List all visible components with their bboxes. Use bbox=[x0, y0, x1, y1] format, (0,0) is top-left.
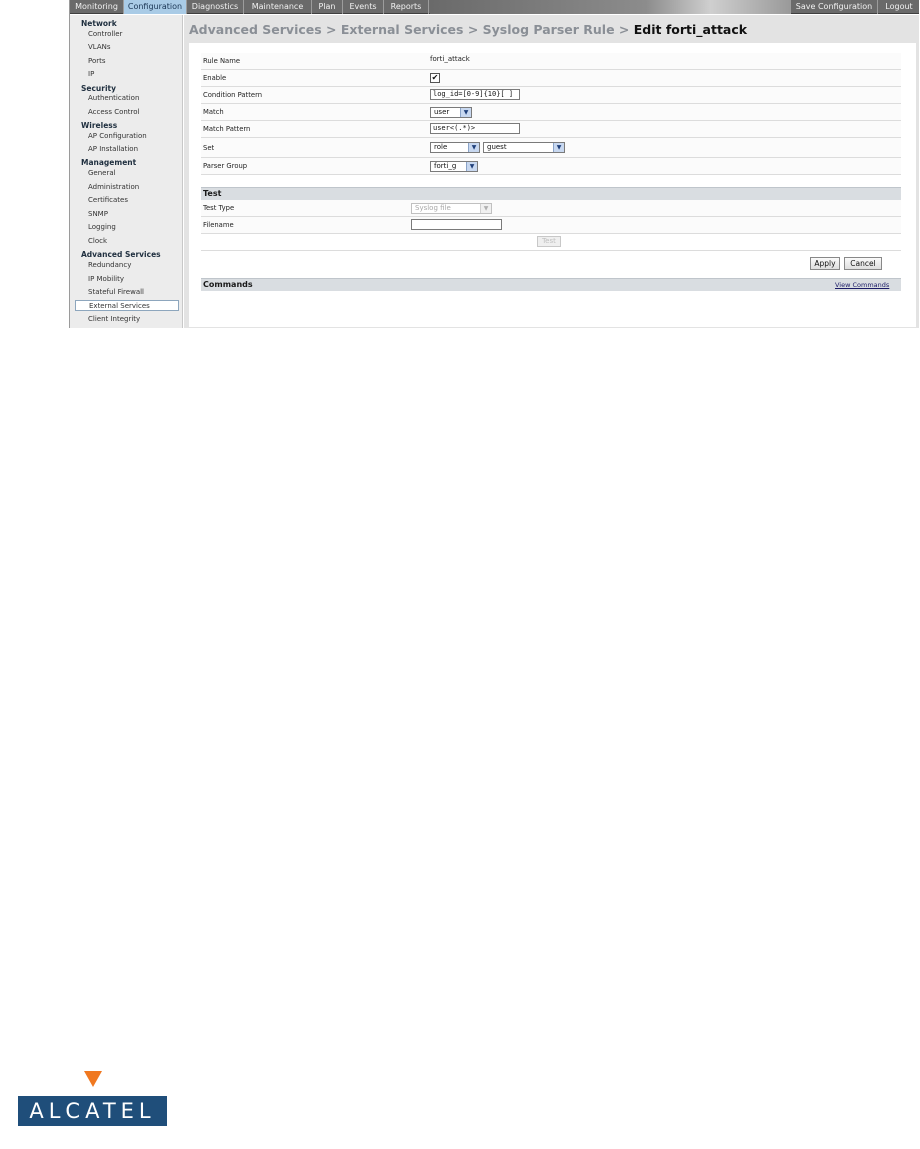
header-banner bbox=[430, 0, 790, 14]
tab-monitoring[interactable]: Monitoring bbox=[70, 0, 124, 14]
filename-label: Filename bbox=[203, 221, 234, 229]
enable-label: Enable bbox=[203, 74, 227, 82]
sidebar-item-ap-installation[interactable]: AP Installation bbox=[88, 145, 139, 153]
tab-maintenance[interactable]: Maintenance bbox=[244, 0, 312, 14]
set-role-value: guest bbox=[487, 143, 507, 151]
row-match bbox=[201, 104, 901, 121]
row-condition-pattern bbox=[201, 87, 901, 104]
main-content bbox=[184, 15, 919, 328]
sidebar-heading-management: Management bbox=[81, 158, 137, 167]
sidebar-item-authentication[interactable]: Authentication bbox=[88, 94, 140, 102]
page-title: Edit forti_attack bbox=[633, 22, 748, 37]
sidebar-item-ip-mobility[interactable]: IP Mobility bbox=[88, 275, 124, 283]
view-commands-link[interactable]: View Commands bbox=[835, 281, 890, 289]
row-set bbox=[201, 138, 901, 158]
rule-name-label: Rule Name bbox=[203, 57, 241, 65]
sidebar-item-external-services[interactable]: External Services bbox=[75, 300, 179, 311]
apply-button[interactable]: Apply bbox=[810, 257, 840, 270]
row-test-button bbox=[201, 234, 901, 251]
sidebar-item-access-control[interactable]: Access Control bbox=[88, 108, 140, 116]
chevron-down-icon: ▼ bbox=[480, 204, 491, 213]
row-rule-name bbox=[201, 53, 901, 70]
sidebar-heading-wireless: Wireless bbox=[81, 121, 118, 130]
alcatel-logo bbox=[17, 1071, 167, 1127]
sidebar-item-client-integrity[interactable]: Client Integrity bbox=[88, 315, 141, 323]
sidebar-item-controller[interactable]: Controller bbox=[88, 30, 123, 38]
logo-triangle-icon bbox=[84, 1071, 102, 1087]
commands-heading: Commands bbox=[203, 280, 253, 289]
parser-group-value: forti_g bbox=[434, 162, 457, 170]
sidebar-item-stateful-firewall[interactable]: Stateful Firewall bbox=[88, 288, 144, 296]
save-configuration-button[interactable]: Save Configuration bbox=[790, 0, 878, 14]
commands-section-header bbox=[201, 278, 901, 291]
tab-plan[interactable]: Plan bbox=[312, 0, 343, 14]
tab-configuration[interactable]: Configuration bbox=[124, 0, 187, 14]
enable-checkbox[interactable]: ✔ bbox=[431, 73, 439, 82]
filename-input[interactable] bbox=[411, 219, 502, 230]
condition-pattern-input[interactable]: log_id=[0-9]{10}[ ] bbox=[430, 89, 520, 100]
set-role-select[interactable] bbox=[483, 142, 565, 153]
sidebar bbox=[70, 15, 183, 328]
test-type-label: Test Type bbox=[203, 204, 235, 212]
sidebar-item-ip[interactable]: IP bbox=[88, 70, 95, 78]
sidebar-item-ports[interactable]: Ports bbox=[88, 57, 106, 65]
tab-diagnostics[interactable]: Diagnostics bbox=[187, 0, 244, 14]
app-window bbox=[69, 0, 919, 328]
cancel-button[interactable]: Cancel bbox=[844, 257, 882, 270]
rule-form-panel bbox=[189, 43, 916, 327]
row-enable bbox=[201, 70, 901, 87]
match-select-value: user bbox=[434, 108, 450, 116]
logout-button[interactable]: Logout bbox=[885, 2, 913, 11]
breadcrumb-path: Advanced Services > External Services > Syslog Parser Rule > bbox=[189, 22, 634, 37]
set-label: Set bbox=[203, 144, 215, 152]
chevron-down-icon: ▼ bbox=[468, 143, 479, 152]
match-select[interactable] bbox=[430, 107, 472, 118]
rule-name-value: forti_attack bbox=[430, 55, 470, 63]
sidebar-heading-network: Network bbox=[81, 19, 117, 28]
sidebar-item-general[interactable]: General bbox=[88, 169, 116, 177]
test-section-header: Test bbox=[201, 187, 901, 200]
sidebar-item-certificates[interactable]: Certificates bbox=[88, 196, 129, 204]
sidebar-item-ap-configuration[interactable]: AP Configuration bbox=[88, 132, 147, 140]
parser-group-select[interactable] bbox=[430, 161, 478, 172]
sidebar-heading-security: Security bbox=[81, 84, 117, 93]
sidebar-item-clock[interactable]: Clock bbox=[88, 237, 108, 245]
sidebar-item-logging[interactable]: Logging bbox=[88, 223, 116, 231]
test-type-select[interactable] bbox=[411, 203, 492, 214]
sidebar-item-vlans[interactable]: VLANs bbox=[88, 43, 111, 51]
row-filename bbox=[201, 217, 901, 234]
chevron-down-icon: ▼ bbox=[460, 108, 471, 117]
match-label: Match bbox=[203, 108, 224, 116]
sidebar-item-administration[interactable]: Administration bbox=[88, 183, 140, 191]
match-pattern-input[interactable]: user<(.*)> bbox=[430, 123, 520, 134]
chevron-down-icon: ▼ bbox=[553, 143, 564, 152]
sidebar-item-snmp[interactable]: SNMP bbox=[88, 210, 108, 218]
match-pattern-label: Match Pattern bbox=[203, 125, 251, 133]
breadcrumb bbox=[189, 22, 747, 37]
sidebar-item-redundancy[interactable]: Redundancy bbox=[88, 261, 132, 269]
condition-pattern-label: Condition Pattern bbox=[203, 91, 263, 99]
test-type-value: Syslog file bbox=[415, 204, 451, 212]
logo-wordmark: ALCATEL bbox=[18, 1096, 167, 1126]
set-attribute-value: role bbox=[434, 143, 448, 151]
top-nav bbox=[70, 0, 919, 14]
tab-reports[interactable]: Reports bbox=[384, 0, 429, 14]
chevron-down-icon: ▼ bbox=[466, 162, 477, 171]
sidebar-heading-advanced-services: Advanced Services bbox=[81, 250, 161, 259]
row-parser-group bbox=[201, 158, 901, 175]
row-test-type bbox=[201, 200, 901, 217]
set-attribute-select[interactable] bbox=[430, 142, 480, 153]
row-match-pattern bbox=[201, 121, 901, 138]
test-button[interactable]: Test bbox=[537, 236, 561, 247]
tab-events[interactable]: Events bbox=[343, 0, 384, 14]
parser-group-label: Parser Group bbox=[203, 162, 248, 170]
